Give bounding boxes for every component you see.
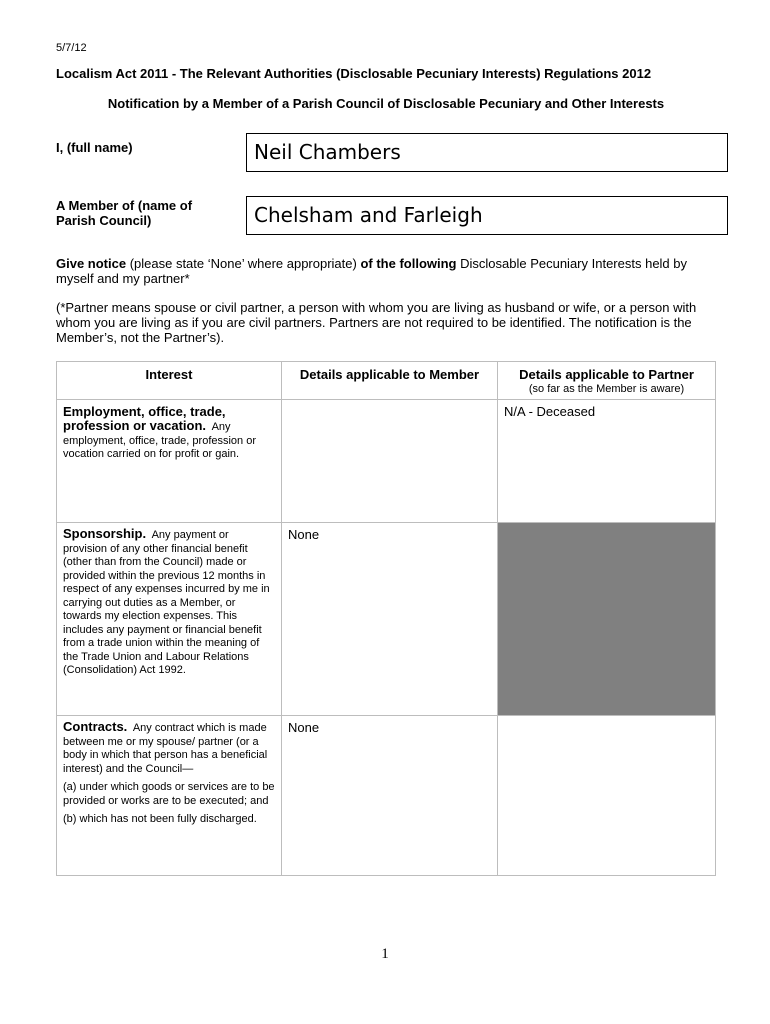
interests-table [56, 361, 716, 876]
full-name-field[interactable]: Neil Chambers [246, 133, 728, 172]
employment-title-suffix: Any [211, 421, 231, 433]
employment-desc: employment, office, trade, profession or vocation carried on for profit or gain. [63, 434, 257, 460]
document-subtitle: Notification by a Member of a Parish Council of Disclosable Pecuniary and Other Interests [107, 96, 665, 111]
employment-partner-details[interactable]: N/A - Deceased [498, 400, 716, 523]
full-name-label: I, (full name) [56, 140, 133, 155]
give-notice-text1: (please state ‘None’ where appropriate) [126, 256, 361, 271]
contracts-member-details[interactable]: None [282, 716, 498, 876]
member-of-label-line2: Parish Council) [56, 213, 152, 228]
header-partner-sub: (so far as the Member is aware) [528, 383, 685, 395]
table-row [57, 716, 716, 876]
contracts-partner-details[interactable] [498, 716, 716, 876]
employment-member-details[interactable] [282, 400, 498, 523]
sponsorship-desc: Any payment or provision of any other financial benefit (other than from the Council) made or provided within the previous 12 months in respect of any expenses incurred by me in carrying out duties as a Member, or towards my election expenses. This includes any payment or financial benefit from a trade union within the meaning of the Trade Union and Labour Relations (Consolidation) Act 1992. [63, 529, 270, 676]
employment-title-line2: profession or vacation. [63, 418, 207, 433]
parish-council-field[interactable]: Chelsham and Farleigh [246, 196, 728, 235]
contracts-desc-a: (a) under which goods or services are to be provided or works are to be executed; and [63, 781, 275, 807]
sponsorship-partner-shaded [498, 523, 716, 716]
contracts-title: Contracts. [63, 719, 128, 734]
table-row [57, 400, 716, 523]
interest-contracts [57, 716, 282, 876]
header-interest: Interest [57, 362, 282, 400]
interest-sponsorship [57, 523, 282, 716]
partner-note: (*Partner means spouse or civil partner, a person with whom you are living as husband or wife, or a person with whom you are living as if you are civil partners. Partners are not required to be identified. The notification is the Member’s, not the Partner’s). [56, 300, 697, 345]
contracts-desc-b: (b) which has not been fully discharged. [63, 813, 257, 825]
give-notice-paragraph [56, 256, 716, 286]
document-date: 5/7/12 [56, 42, 87, 54]
give-notice-text2: Disclosable Pecuniary Interests held by myself and my partner* [56, 256, 688, 286]
sponsorship-member-details[interactable]: None [282, 523, 498, 716]
member-of-label-line1: A Member of (name of [56, 198, 193, 213]
table-row [57, 523, 716, 716]
page-number: 1 [381, 946, 389, 962]
contracts-desc: Any contract which is made between me or my spouse/ partner (or a body in which that person has a beneficial interest) and the Council— [63, 722, 268, 775]
interest-employment [57, 400, 282, 523]
following-bold: of the following [360, 256, 457, 271]
header-partner-label: Details applicable to Partner [519, 367, 694, 382]
sponsorship-title: Sponsorship. [63, 526, 147, 541]
header-member: Details applicable to Member [282, 362, 498, 400]
employment-title-line1: Employment, office, trade, [63, 404, 226, 419]
header-partner [498, 362, 716, 400]
table-header-row [57, 362, 716, 400]
give-notice-bold: Give notice [56, 256, 127, 271]
member-of-label [56, 198, 226, 228]
document-title: Localism Act 2011 - The Relevant Authorities (Disclosable Pecuniary Interests) Regulations 2012 [56, 66, 652, 81]
